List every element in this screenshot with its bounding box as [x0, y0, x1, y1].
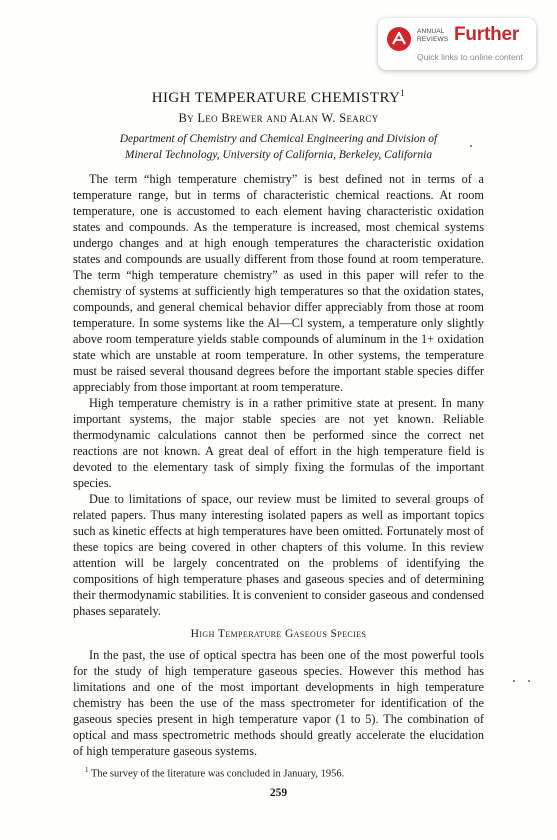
footnote-mark: 1 [85, 766, 89, 774]
publisher-line-2: REVIEWS [417, 35, 449, 43]
scan-speck [470, 145, 472, 147]
author-affiliation [0, 131, 557, 163]
paragraph: High temperature chemistry is in a rather primitive state at present. In many important systems, the major stable species are not yet known. Reliable thermodynamic calculations cannot then be performed since the correct net reactions are not known. A great deal of effort in the high temperature field is devoted to the elementary task of simply fixing the formulas of the important species. [73, 396, 484, 490]
article-title-text: HIGH TEMPERATURE CHEMISTRY [151, 90, 401, 106]
scan-speck [513, 680, 515, 682]
affiliation-line-1: Department of Chemistry and Chemical Engineering and Division of [119, 133, 438, 145]
further-label[interactable]: Further [454, 24, 520, 45]
title-footnote-mark: 1 [400, 88, 406, 98]
publisher-line-1: ANNUAL [417, 28, 445, 35]
publisher-name [417, 28, 448, 43]
article-authors: By Leo Brewer and Alan W. Searcy [178, 111, 379, 125]
paragraph: Due to limitations of space, our review must be limited to several groups of related papers. Thus many interesting isolated papers as well as important topics such as kinetic effects at high temperatures have been omitted. Fortunately most of these topics are being covered in other chapters of this volume. In this review attention will be largely concentrated on the problems of identifying the compositions of high temperature phases and gaseous species and of determining their thermodynamic stabilities. It is convenient to consider gaseous and condensed phases separately. [73, 492, 484, 618]
section-heading: High Temperature Gaseous Species [190, 628, 367, 640]
section-body [73, 647, 484, 759]
intro-body [73, 171, 484, 619]
footnote [85, 766, 344, 780]
footnote-text: The survey of the literature was concluded in January, 1956. [90, 768, 345, 780]
article-title [0, 88, 557, 107]
affiliation-line-2: Mineral Technology, University of California, Berkeley, California [124, 149, 433, 161]
further-tagline[interactable]: Quick links to online content [417, 52, 523, 62]
scan-speck [528, 680, 530, 682]
paragraph: In the past, the use of optical spectra has been one of the most powerful tools for the study of high temperature gaseous species. However this method has limitations and one of the most important developments in high temperature chemistry has been the use of the mass spectrometer for identification of the gaseous species present in high temperature vapor (1 to 5). The combination of optical and mass spectrometric methods should greatly accelerate the elucidation of high temperature gaseous systems. [73, 648, 484, 758]
page-number: 259 [269, 787, 288, 799]
further-badge[interactable] [378, 18, 536, 70]
annual-reviews-logo-icon [387, 27, 411, 51]
paragraph: The term “high temperature chemistry” is best defined not in terms of a temperature range, but in terms of characteristic chemical reactions. At room temperature, one is accustomed to each element having characteristic oxidation states and compounds. As the temperature is increased, most chemical systems undergo changes and at high enough temperatures the characteristic oxidation states and compounds are usually different from those found at room temperature. The term “high temperature chemistry” as used in this paper will refer to the chemistry of systems at sufficiently high temperatures so that the oxidation states, compounds, and general chemical behavior differ appreciably from those at room temperature. In some systems like the Al—Cl system, a temperature only slightly above room temperature yields stable compounds of aluminum in the 1+ oxidation state which are unstable at room temperature. In other systems, the temperature must be raised several thousand degrees before the important stable species differ appreciably from those important at room temperature. [73, 172, 484, 394]
